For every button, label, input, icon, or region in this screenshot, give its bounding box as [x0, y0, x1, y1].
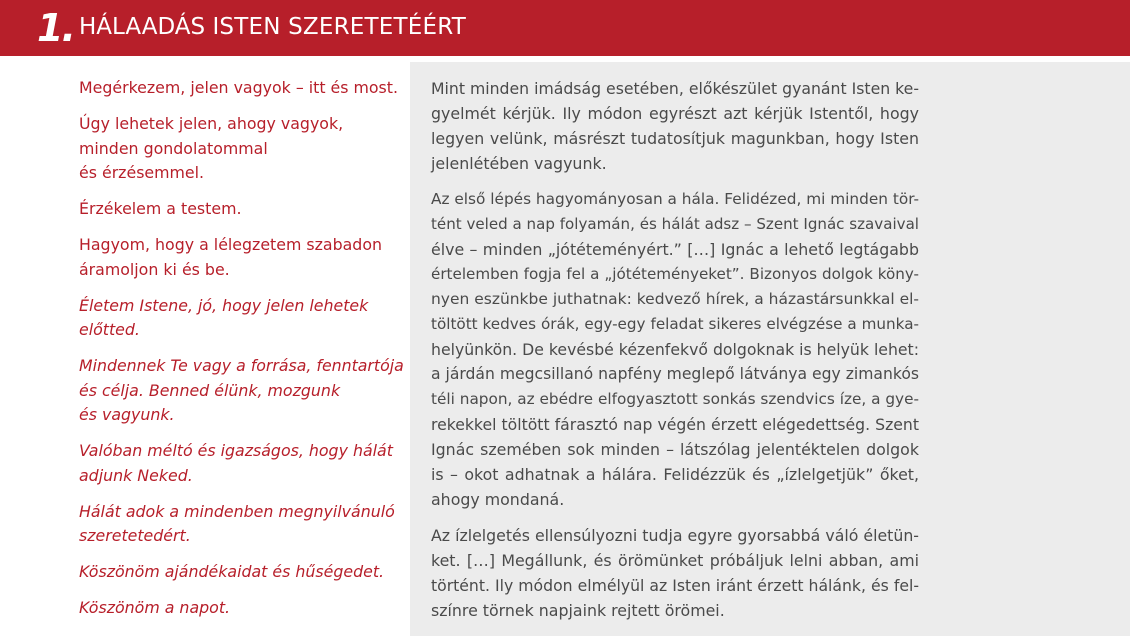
prayer-line: Mindennek Te vagy a forrása, fenntartója — [79, 356, 404, 375]
body-paragraph — [431, 76, 919, 176]
prayer-line: áramoljon ki és be. — [79, 259, 230, 279]
prayer-line: előtted. — [79, 320, 140, 339]
body-line: legyen velünk, másrészt tudatosítjuk magunkban, hogy Isten — [431, 129, 919, 148]
prayer-paragraph — [79, 294, 404, 343]
body-line: Az első lépés hagyományosan a hála. Felidézed, mi minden tör- — [431, 190, 920, 208]
explanation-column — [431, 76, 919, 634]
body-line: rekekkel töltött fárasztó nap végén érzett elégedettség. Szent — [431, 415, 919, 434]
body-line: gyelmét kérjük. Ily módon egyrészt azt kérjük Istentől, hogy — [431, 104, 919, 123]
body-line: Az ízlelgetés ellensúlyozni tudja egyre gyorsabbá váló életün- — [431, 526, 919, 545]
prayer-line: minden gondolatommal — [79, 138, 268, 158]
prayer-paragraph — [79, 233, 404, 282]
body-line: ahogy mondaná. — [431, 490, 565, 509]
prayer-line: szeretetedért. — [79, 526, 191, 545]
prayer-paragraph — [79, 596, 404, 621]
body-paragraph — [431, 187, 919, 512]
prayer-line: Valóban méltó és igazságos, hogy hálát — [79, 441, 393, 460]
body-line: helyünkön. De kevésbé kézenfekvő dolgoknak is helyük lehet: — [431, 340, 919, 359]
body-line: Ignác szemében sok minden – látszólag jelentéktelen dolgok — [431, 440, 919, 459]
body-line: színre törnek napjaink rejtett örömei. — [431, 601, 725, 620]
body-line: is – okot adhatnak a hálára. Felidézzük és „ízlelgetjük” őket, — [431, 465, 919, 484]
chapter-number: 1. — [37, 6, 74, 50]
prayer-line: adjunk Neked. — [79, 465, 193, 485]
body-line: tént veled a nap folyamán, és hálát adsz – Szent Ignác szavaival — [431, 215, 919, 233]
body-line: Mint minden imádság esetében, előkészület gyanánt Isten ke- — [431, 79, 919, 98]
prayer-line: Hagyom, hogy a lélegzetem szabadon — [79, 235, 382, 254]
prayer-paragraph — [79, 197, 404, 222]
chapter-title-bold: ISTEN SZERETETÉÉRT — [212, 14, 466, 40]
body-line: jelenlétében vagyunk. — [431, 154, 607, 173]
body-line: élve – minden „jótéteményért.” […] Ignác a lehető legtágabb — [431, 240, 919, 259]
prayer-line: és érzésemmel. — [79, 163, 205, 182]
prayer-line: Köszönöm ajándékaidat és hűségedet. — [79, 562, 385, 581]
prayer-line: Úgy lehetek jelen, ahogy vagyok, — [79, 114, 344, 133]
prayer-line: Megérkezem, jelen vagyok – itt és most. — [79, 78, 399, 97]
prayer-line: és vagyunk. — [79, 405, 175, 424]
prayer-line: Életem Istene, jó, hogy jelen lehetek — [79, 295, 369, 315]
prayer-paragraph — [79, 560, 404, 585]
prayer-line: és célja. Benned élünk, mozgunk — [79, 380, 341, 400]
prayer-paragraph — [79, 112, 404, 186]
prayer-column — [79, 76, 404, 632]
chapter-title — [79, 12, 466, 42]
prayer-line: Hálát adok a mindenben megnyilvánuló — [79, 501, 395, 521]
prayer-paragraph — [79, 500, 404, 549]
prayer-paragraph — [79, 439, 404, 488]
prayer-line: Érzékelem a testem. — [79, 199, 242, 218]
body-line: téli napon, az ebédre elfogyasztott sonkás szendvics íze, a gye- — [431, 390, 919, 408]
body-line: a járdán megcsillanó napfény meglepő látványa egy zimankós — [431, 365, 920, 383]
prayer-line: Köszönöm a napot. — [79, 598, 231, 617]
chapter-title-light: HÁLAADÁS — [79, 14, 206, 40]
body-line: nyen eszünkbe juthatnak: kedvező hírek, a házastársunkkal el- — [431, 290, 919, 308]
chapter-header — [0, 0, 1130, 56]
body-paragraph — [431, 523, 919, 623]
prayer-paragraph — [79, 76, 404, 101]
prayer-paragraph — [79, 354, 404, 428]
body-line: értelemben fogja fel a „jótéteményeket”. Bizonyos dolgok köny- — [431, 265, 919, 283]
body-line: történt. Ily módon elmélyül az Isten iránt érzett hálánk, és fel- — [431, 576, 919, 595]
body-line: ket. […] Megállunk, és örömünket próbáljuk lelni abban, ami — [431, 551, 919, 570]
body-line: töltött kedves órák, egy-egy feladat sikeres elvégzése a munka- — [431, 315, 919, 333]
